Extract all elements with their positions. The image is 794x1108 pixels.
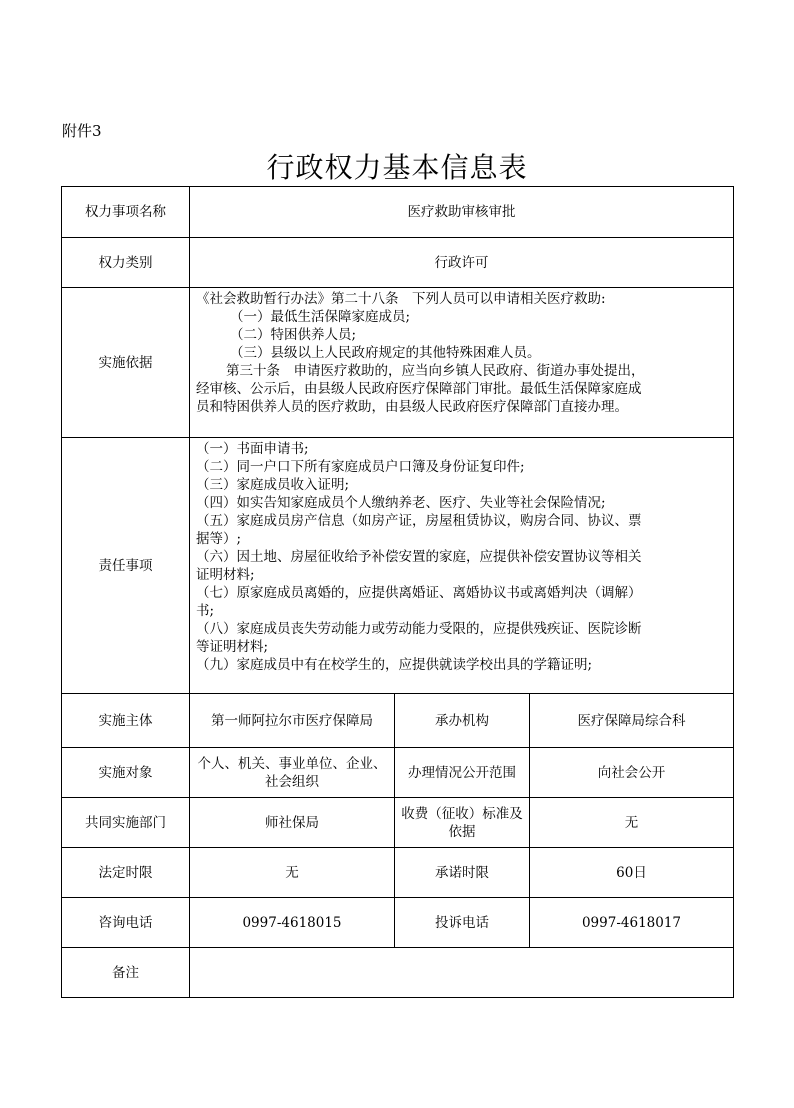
remark-value (190, 948, 734, 998)
implementation-target: 个人、机关、事业单位、企业、社会组织 (190, 748, 395, 798)
row-label: 实施对象 (62, 748, 190, 798)
info-table (61, 186, 734, 998)
duty-line: 证明材料; (196, 567, 255, 583)
duty-line: （二）同一户口下所有家庭成员户口簿及身份证复印件; (196, 459, 525, 475)
table-row (62, 898, 734, 948)
duty-line: （三）家庭成员收入证明; (196, 477, 350, 493)
joint-department: 师社保局 (190, 798, 395, 848)
row-label: 权力类别 (62, 238, 190, 288)
duty-line: （四）如实告知家庭成员个人缴纳养老、医疗、失业等社会保险情况; (196, 495, 606, 511)
basis-line: 《社会救助暂行办法》第二十八条 下列人员可以申请相关医疗救助: (196, 291, 606, 307)
basis-line: 员和特困供养人员的医疗救助，由县级人民政府医疗保障部门直接办理。 (196, 399, 628, 415)
basis-line: （二）特困供养人员; (230, 327, 357, 343)
row-label: 实施主体 (62, 694, 190, 748)
row-label: 咨询电话 (62, 898, 190, 948)
handling-agency: 医疗保障局综合科 (530, 694, 734, 748)
table-row (62, 694, 734, 748)
basis-line: 经审核、公示后，由县级人民政府医疗保障部门审批。最低生活保障家庭成 (196, 381, 642, 397)
fee-standard: 无 (530, 798, 734, 848)
duty-line: （八）家庭成员丧失劳动能力或劳动能力受限的，应提供残疾证、医院诊断 (196, 621, 642, 637)
row-label: 办理情况公开范围 (395, 748, 530, 798)
table-row (62, 748, 734, 798)
legal-time-limit: 无 (190, 848, 395, 898)
duty-line: 据等）; (196, 531, 242, 547)
implementation-basis (190, 288, 734, 438)
table-row (62, 438, 734, 694)
row-label: 投诉电话 (395, 898, 530, 948)
basis-line: （一）最低生活保障家庭成员; (230, 309, 411, 325)
duty-line: （一）书面申请书; (196, 441, 309, 457)
row-label: 权力事项名称 (62, 187, 190, 238)
consult-phone: 0997-4618015 (190, 898, 395, 948)
implementation-subject: 第一师阿拉尔市医疗保障局 (190, 694, 395, 748)
power-item-name: 医疗救助审核审批 (190, 187, 734, 238)
row-label: 承诺时限 (395, 848, 530, 898)
table-row (62, 848, 734, 898)
duty-line: 书; (196, 603, 215, 619)
table-row (62, 288, 734, 438)
row-label: 承办机构 (395, 694, 530, 748)
table-row (62, 187, 734, 238)
duty-line: （七）原家庭成员离婚的，应提供离婚证、离婚协议书或离婚判决（调解） (196, 585, 642, 601)
row-label: 法定时限 (62, 848, 190, 898)
duty-line: 等证明材料; (196, 639, 269, 655)
table-row (62, 948, 734, 998)
table-row (62, 238, 734, 288)
duty-line: （九）家庭成员中有在校学生的，应提供就读学校出具的学籍证明; (196, 657, 593, 673)
basis-line: 第三十条 申请医疗救助的，应当向乡镇人民政府、街道办事处提出， (226, 363, 645, 379)
duty-line: （五）家庭成员房产信息（如房产证，房屋租赁协议，购房合同、协议、票 (196, 513, 642, 529)
row-label: 收费（征收）标准及依据 (395, 798, 530, 848)
row-label: 备注 (62, 948, 190, 998)
promised-time-limit: 60日 (530, 848, 734, 898)
row-label: 实施依据 (62, 288, 190, 438)
disclosure-scope: 向社会公开 (530, 748, 734, 798)
row-label: 责任事项 (62, 438, 190, 694)
page-title: 行政权力基本信息表 (266, 151, 528, 184)
complaint-phone: 0997-4618017 (530, 898, 734, 948)
power-category: 行政许可 (190, 238, 734, 288)
attachment-label: 附件3 (62, 122, 102, 140)
basis-line: （三）县级以上人民政府规定的其他特殊困难人员。 (230, 345, 541, 361)
row-label: 共同实施部门 (62, 798, 190, 848)
table-row (62, 798, 734, 848)
duty-line: （六）因土地、房屋征收给予补偿安置的家庭，应提供补偿安置协议等相关 (196, 549, 642, 565)
responsibility-items (190, 438, 734, 694)
